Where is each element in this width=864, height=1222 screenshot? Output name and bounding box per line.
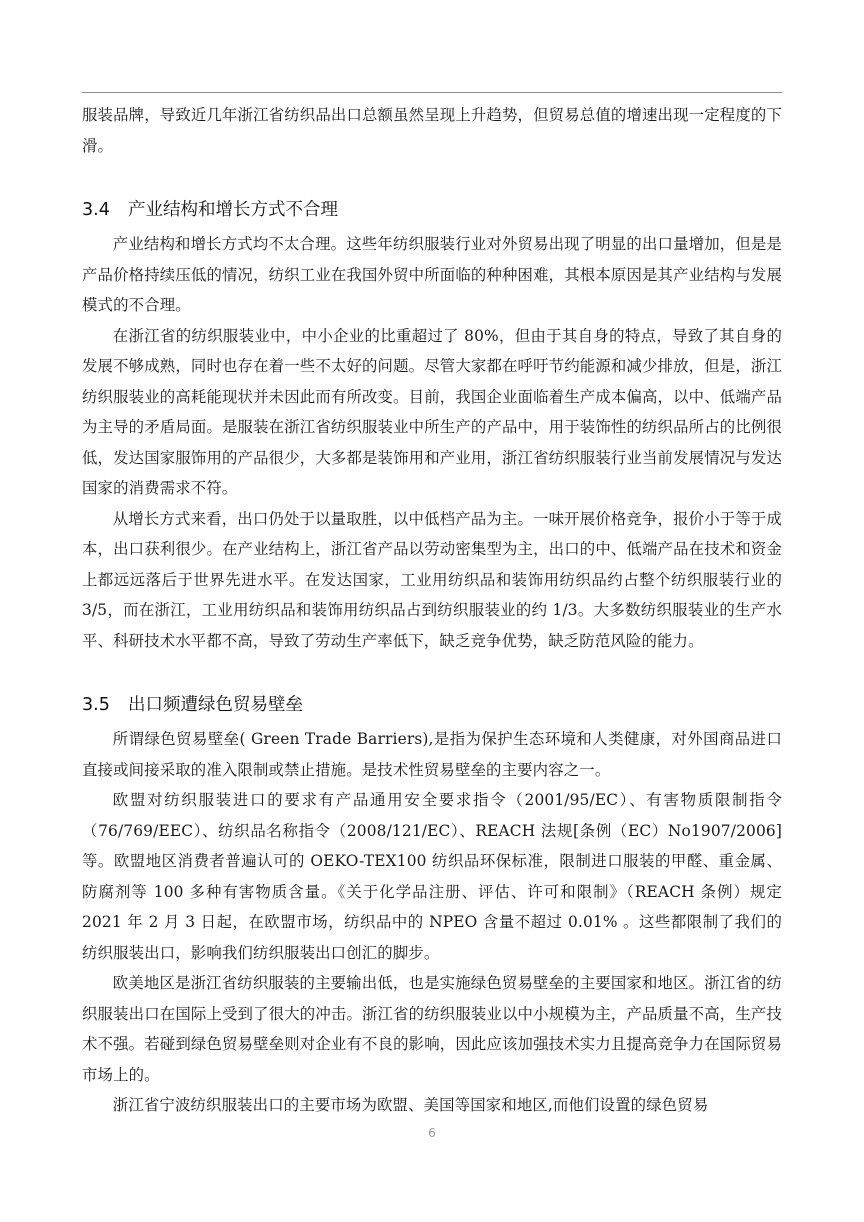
header-rule <box>82 92 782 93</box>
section-heading-3-4 <box>82 195 782 225</box>
section-number: 3.5 <box>82 695 110 715</box>
paragraph: 浙江省宁波纺织服装出口的主要市场为欧盟、美国等国家和地区,而他们设置的绿色贸易 <box>112 1096 709 1114</box>
section-heading-3-5 <box>82 690 782 720</box>
document-body <box>82 100 782 1121</box>
section-title: 产业结构和增长方式不合理 <box>128 200 338 220</box>
paragraph: 在浙江省的纺织服装业中，中小企业的比重超过了 80%，但由于其自身的特点，导致了其自身的发展不够成熟，同时也存在着一些不太好的问题。尽管大家都在呼吁节约能源和减少排放，但是，浙江纺织服装业的高耗能现状并未因此而有所改变。目前，我国企业面临着生产成本偏高，以中、低端产品为主导的矛盾局面。是服装在浙江省纺织服装业中所生产的产品中，用于装饰性的纺织品所占的比例很低，发达国家服饰用的产品很少，大多都是装饰用和产业用，浙江省纺织服装行业当前发展情况与发达国家的消费需求不符。 <box>82 326 782 497</box>
paragraph: 所谓绿色贸易壁垒( Green Trade Barriers),是指为保护生态环境和人类健康，对外国商品进口直接或间接采取的准入限制或禁止措施。是技术性贸易壁垒的主要内容之一。 <box>82 730 782 779</box>
page-number: 6 <box>428 1126 436 1140</box>
section-title: 出口频遭绿色贸易壁垒 <box>128 695 303 715</box>
paragraph: 从增长方式来看，出口仍处于以量取胜，以中低档产品为主。一味开展价格竞争，报价小于等于成本，出口获利很少。在产业结构上，浙江省产品以劳动密集型为主，出口的中、低端产品在技术和资金上都远远落后于世界先进水平。在发达国家，工业用纺织品和装饰用纺织品约占整个纺织服装行业的 3/5，而在浙江，工业用纺织品和装饰用纺织品占到纺织服装业的约 1/3。大多数纺织服装业的生产水平、科研技术水平都不高，导致了劳动生产率低下，缺乏竞争优势，缺乏防范风险的能力。 <box>82 509 782 650</box>
continued-paragraph: 服装品牌，导致近几年浙江省纺织品出口总额虽然呈现上升趋势，但贸易总值的增速出现一定程度的下滑。 <box>82 106 782 155</box>
paragraph: 欧盟对纺织服装进口的要求有产品通用安全要求指令（2001/95/EC）、有害物质限制指令（76/769/EEC）、纺织品名称指令（2008/121/EC）、REACH 法规[条例（EC）No1907/2006]等。欧盟地区消费者普遍认可的 OEKO-TEX100 纺织品环保标准，限制进口服装的甲醛、重金属、防腐剂等 100 多种有害物质含量。《关于化学品注册、评估、许可和限制》（REACH 条例）规定 2021 年 2 月 3 日起，在欧盟市场，纺织品中的 NPEO 含量不超过 0.01% 。这些都限制了我们的纺织服装出口，影响我们纺织服装出口创汇的脚步。 <box>82 791 782 962</box>
paragraph: 产业结构和增长方式均不太合理。这些年纺织服装行业对外贸易出现了明显的出口量增加，但是是产品价格持续压低的情况，纺织工业在我国外贸中所面临的种种困难，其根本原因是其产业结构与发展模式的不合理。 <box>82 235 782 314</box>
paragraph: 欧美地区是浙江省纺织服装的主要输出低，也是实施绿色贸易壁垒的主要国家和地区。浙江省的纺织服装出口在国际上受到了很大的冲击。浙江省的纺织服装业以中小规模为主，产品质量不高，生产技术不强。若碰到绿色贸易壁垒则对企业有不良的影响，因此应该加强技术实力且提高竞争力在国际贸易市场上的。 <box>82 974 782 1084</box>
section-number: 3.4 <box>82 200 110 220</box>
